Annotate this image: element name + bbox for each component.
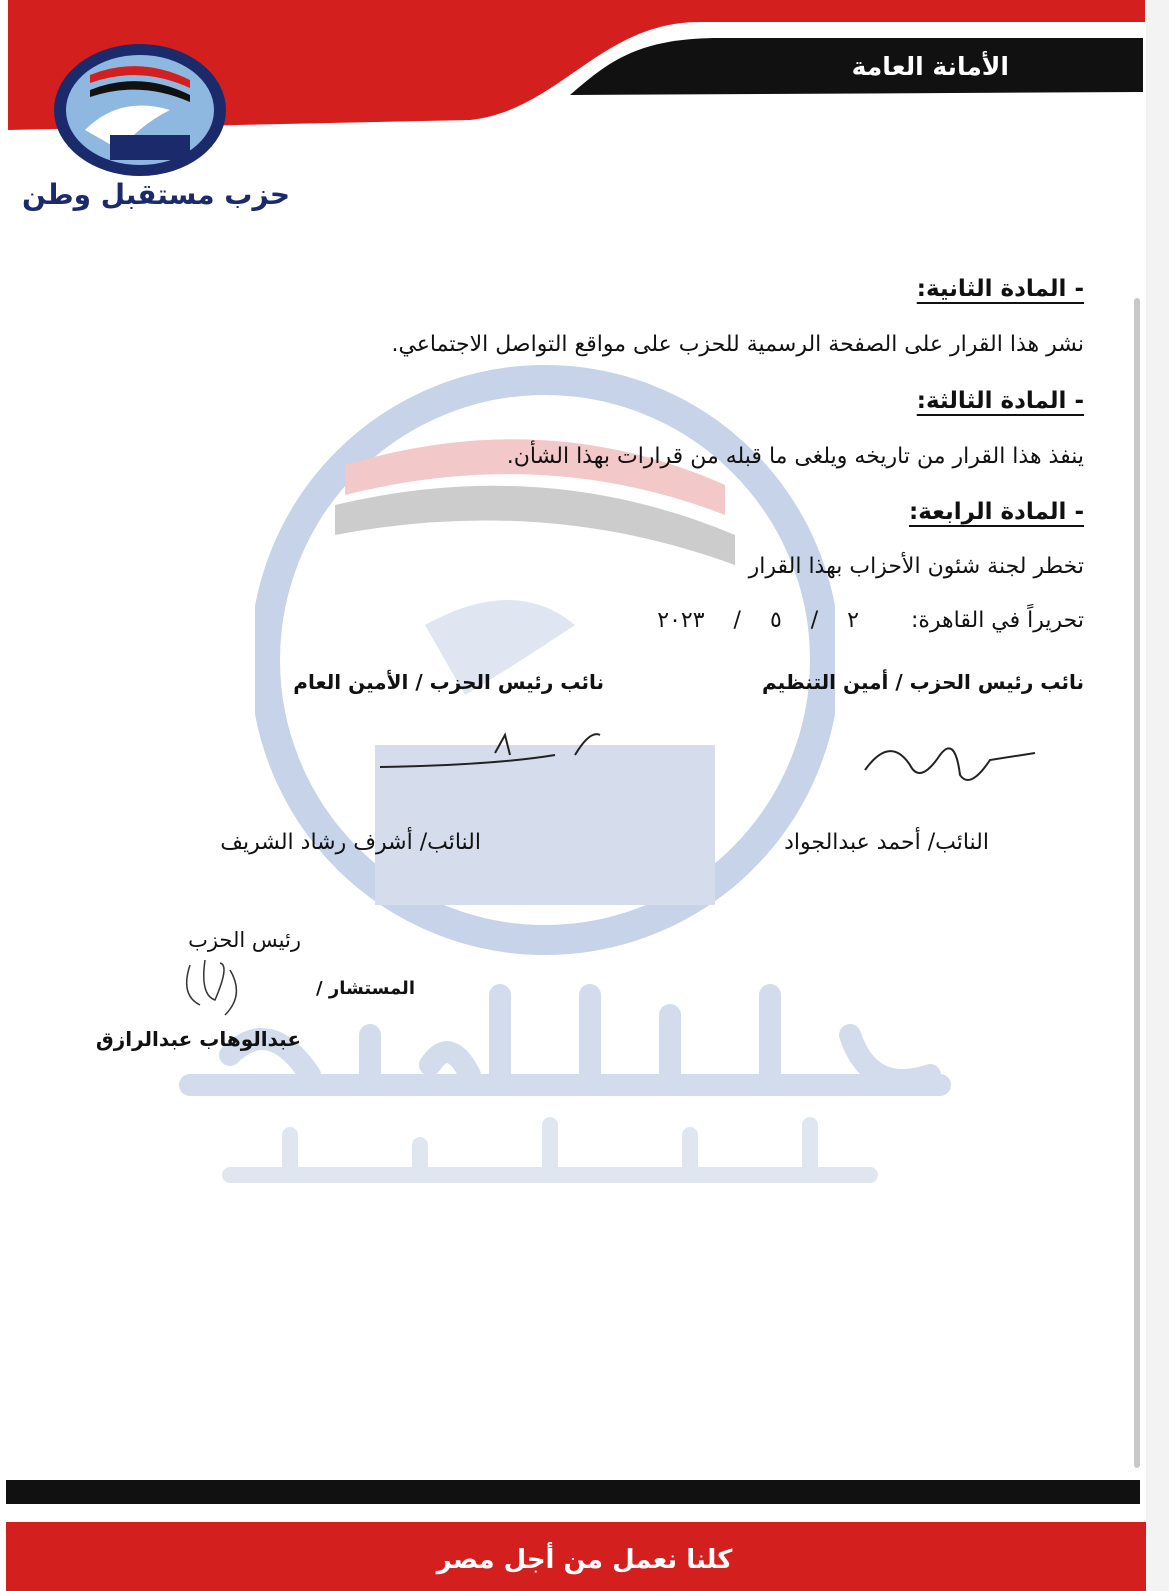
date-label: تحريراً في القاهرة: xyxy=(910,608,1084,633)
department-title: الأمانة العامة xyxy=(851,52,1009,81)
article-2-text: نشر هذا القرار على الصفحة الرسمية للحزب على مواقع التواصل الاجتماعي. xyxy=(391,332,1084,357)
party-name-logo: حزب مستقبل وطن xyxy=(22,178,291,211)
article-3-text: ينفذ هذا القرار من تاريخه ويلغى ما قبله من قرارات بهذا الشأن. xyxy=(506,444,1084,469)
date-value: ٢ / ٥ / ٢٠٢٣ xyxy=(657,608,859,633)
party-logo xyxy=(50,40,230,180)
president-name: عبدالوهاب عبدالرازق xyxy=(95,1027,301,1051)
article-4-text: تخطر لجنة شئون الأحزاب بهذا القرار xyxy=(748,554,1084,579)
signatory-2-title: نائب رئيس الحزب / الأمين العام xyxy=(293,670,604,694)
signatory-1-name: النائب/ أحمد عبدالجواد xyxy=(784,830,989,855)
article-2-heading: - المادة الثانية: xyxy=(916,276,1084,302)
signatory-1-title: نائب رئيس الحزب / أمين التنظيم xyxy=(761,670,1084,694)
watermark-lettering xyxy=(170,975,960,1225)
president-title: رئيس الحزب xyxy=(188,928,301,952)
signature-2 xyxy=(375,725,605,775)
right-margin xyxy=(1146,0,1169,1591)
signatory-2-name: النائب/ أشرف رشاد الشريف xyxy=(220,830,481,855)
article-3-heading: - المادة الثالثة: xyxy=(916,388,1084,414)
president-prefix: المستشار / xyxy=(316,978,415,999)
president-signature xyxy=(180,955,250,1020)
signature-1 xyxy=(860,725,1040,795)
footer-slogan: كلنا نعمل من أجل مصر xyxy=(436,1545,733,1575)
article-4-heading: - المادة الرابعة: xyxy=(909,499,1084,525)
scrollbar-thumb[interactable] xyxy=(1134,298,1140,1468)
